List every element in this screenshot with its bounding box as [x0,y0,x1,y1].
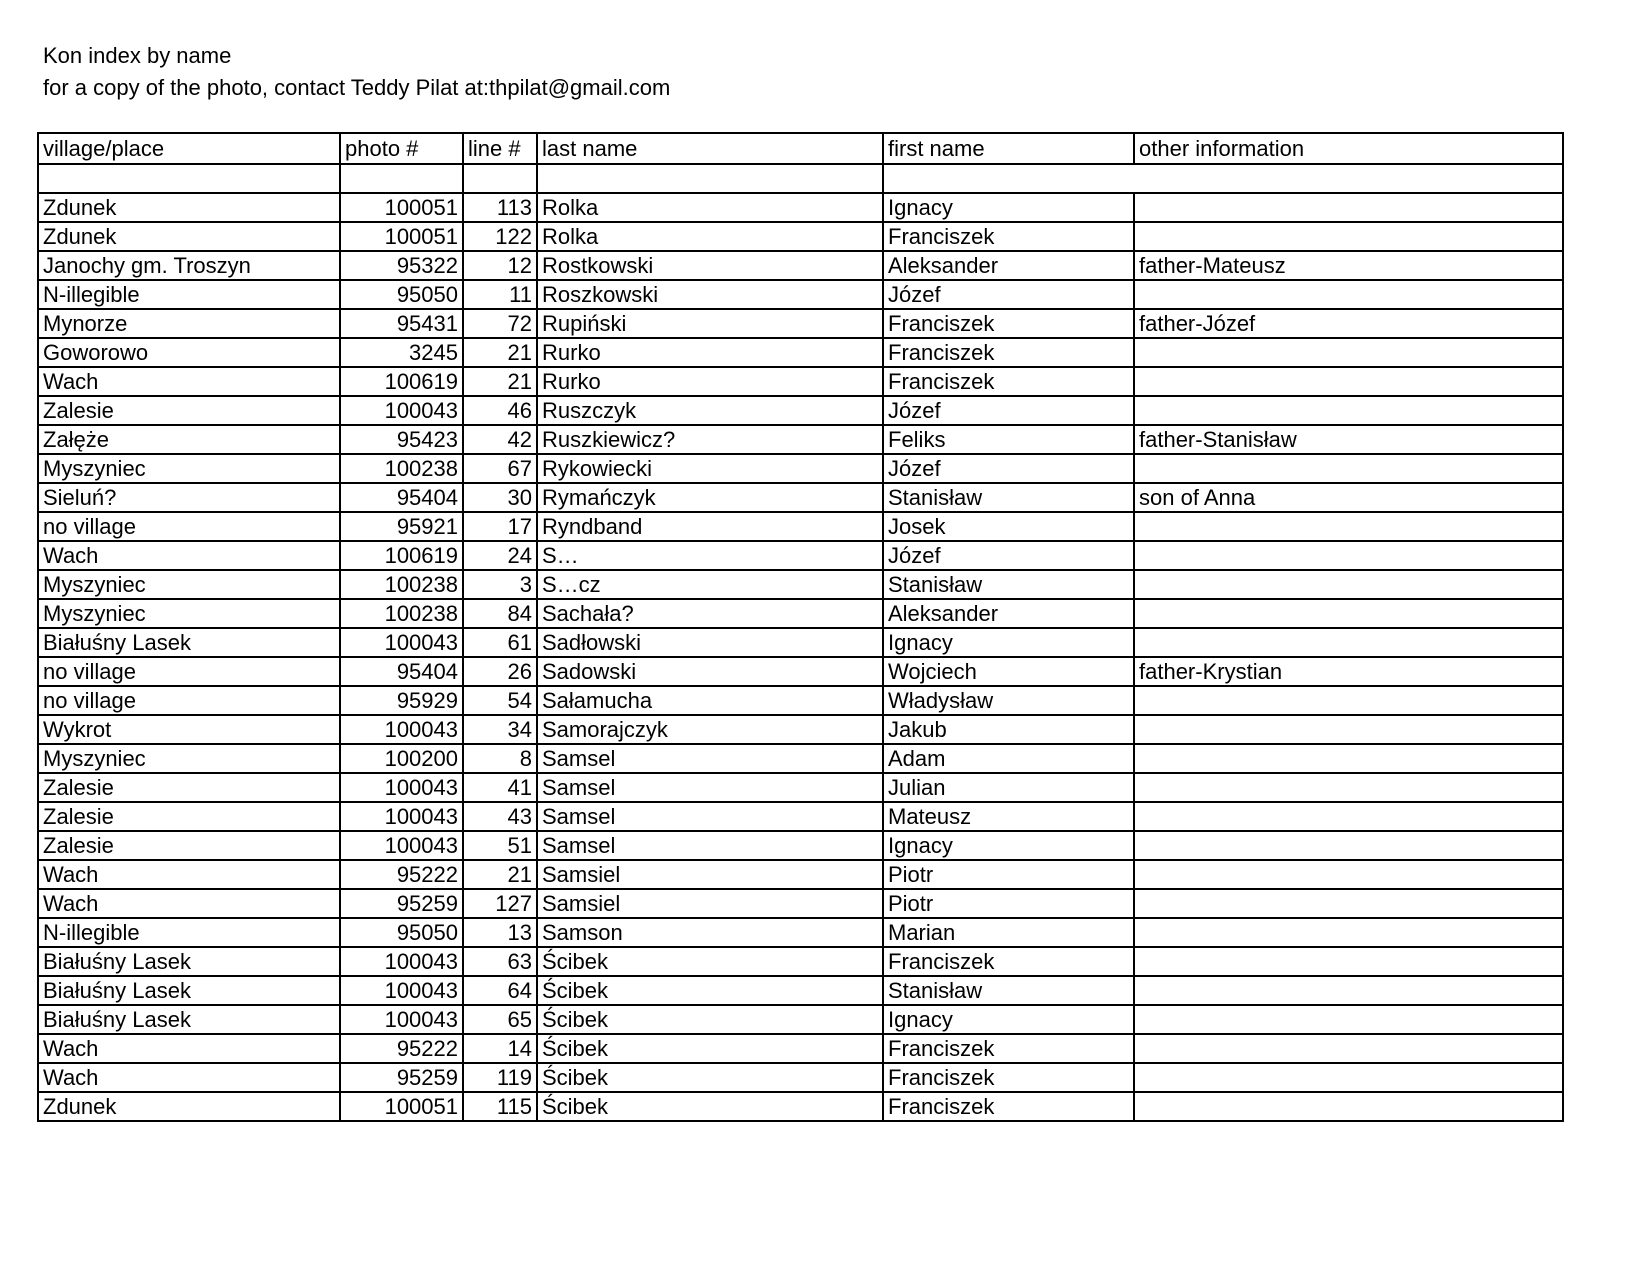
cell-photo-number: 95404 [340,483,463,512]
cell-village: Wach [38,1034,340,1063]
cell-first-name: Franciszek [883,309,1134,338]
cell-line-number: 127 [463,889,537,918]
cell-first-name: Stanisław [883,976,1134,1005]
cell-other-information [1134,280,1563,309]
cell-line-number: 21 [463,860,537,889]
cell-last-name: Samsiel [537,860,883,889]
cell-first-name: Józef [883,396,1134,425]
cell-first-name: Ignacy [883,831,1134,860]
cell-line-number: 46 [463,396,537,425]
cell-photo-number: 100619 [340,541,463,570]
cell-other-information [1134,628,1563,657]
cell-last-name: Rolka [537,222,883,251]
cell-photo-number: 95222 [340,860,463,889]
table-row [38,251,1563,280]
cell-village: Wach [38,367,340,396]
index-table [37,132,1564,1122]
cell-photo-number: 95929 [340,686,463,715]
cell-last-name: Ścibek [537,1005,883,1034]
cell-photo-number: 100043 [340,976,463,1005]
cell-first-name: Jakub [883,715,1134,744]
cell-last-name: Rurko [537,367,883,396]
table-row [38,338,1563,367]
table-row [38,831,1563,860]
cell-first-name: Piotr [883,889,1134,918]
cell-photo-number: 95259 [340,1063,463,1092]
cell-other-information [1134,686,1563,715]
cell-line-number: 43 [463,802,537,831]
cell-village: Białuśny Lasek [38,628,340,657]
cell-other-information [1134,1034,1563,1063]
cell-first-name: Józef [883,541,1134,570]
document-heading [43,40,670,104]
cell-first-name: Franciszek [883,367,1134,396]
cell-first-name: Stanisław [883,483,1134,512]
cell-first-name: Franciszek [883,338,1134,367]
document-subtitle: for a copy of the photo, contact Teddy Pilat at:thpilat@gmail.com [43,75,671,100]
cell-line-number: 63 [463,947,537,976]
header-row [38,133,1563,164]
column-header-photo: photo # [340,133,463,164]
table-row [38,976,1563,1005]
cell-last-name: S…cz [537,570,883,599]
cell-first-name: Franciszek [883,1034,1134,1063]
cell-photo-number: 95259 [340,889,463,918]
cell-line-number: 54 [463,686,537,715]
table-row [38,715,1563,744]
cell-first-name: Franciszek [883,1063,1134,1092]
cell-line-number: 64 [463,976,537,1005]
cell-village: Zalesie [38,802,340,831]
cell-last-name: Ścibek [537,1063,883,1092]
cell-village: Zdunek [38,222,340,251]
cell-photo-number: 95921 [340,512,463,541]
cell-line-number: 8 [463,744,537,773]
cell-photo-number: 95404 [340,657,463,686]
blank-cell [463,164,537,193]
cell-last-name: Ścibek [537,1034,883,1063]
column-header-other-information: other information [1134,133,1563,164]
cell-photo-number: 100043 [340,831,463,860]
cell-line-number: 61 [463,628,537,657]
cell-other-information [1134,222,1563,251]
cell-photo-number: 100238 [340,599,463,628]
cell-line-number: 26 [463,657,537,686]
cell-first-name: Stanisław [883,570,1134,599]
cell-photo-number: 100238 [340,570,463,599]
column-header-village: village/place [38,133,340,164]
table-row [38,1034,1563,1063]
cell-last-name: Samsel [537,773,883,802]
table-row [38,744,1563,773]
document-title: Kon index by name [43,43,232,68]
cell-first-name: Ignacy [883,1005,1134,1034]
cell-line-number: 84 [463,599,537,628]
table-row [38,628,1563,657]
cell-other-information [1134,889,1563,918]
cell-photo-number: 100043 [340,396,463,425]
cell-other-information [1134,512,1563,541]
table-row [38,860,1563,889]
cell-photo-number: 100051 [340,193,463,222]
table-row [38,512,1563,541]
table-row [38,947,1563,976]
cell-photo-number: 100238 [340,454,463,483]
table-row [38,454,1563,483]
cell-last-name: Ruszczyk [537,396,883,425]
cell-first-name: Józef [883,280,1134,309]
column-header-line: line # [463,133,537,164]
cell-other-information [1134,396,1563,425]
column-header-first-name: first name [883,133,1134,164]
blank-cell [537,164,883,193]
cell-last-name: Samorajczyk [537,715,883,744]
cell-photo-number: 100043 [340,715,463,744]
cell-line-number: 122 [463,222,537,251]
cell-first-name: Feliks [883,425,1134,454]
cell-last-name: S… [537,541,883,570]
cell-other-information [1134,947,1563,976]
table-row [38,309,1563,338]
cell-other-information [1134,802,1563,831]
cell-line-number: 72 [463,309,537,338]
cell-first-name: Julian [883,773,1134,802]
table-row [38,280,1563,309]
cell-line-number: 3 [463,570,537,599]
cell-village: Myszyniec [38,570,340,599]
cell-first-name: Marian [883,918,1134,947]
cell-first-name: Franciszek [883,222,1134,251]
table-row [38,541,1563,570]
cell-line-number: 42 [463,425,537,454]
cell-last-name: Rurko [537,338,883,367]
cell-other-information [1134,918,1563,947]
cell-first-name: Piotr [883,860,1134,889]
cell-village: Zalesie [38,396,340,425]
cell-first-name: Mateusz [883,802,1134,831]
cell-other-information [1134,831,1563,860]
cell-photo-number: 95050 [340,918,463,947]
cell-first-name: Ignacy [883,628,1134,657]
cell-line-number: 41 [463,773,537,802]
table-row [38,802,1563,831]
cell-village: Białuśny Lasek [38,947,340,976]
cell-line-number: 12 [463,251,537,280]
cell-line-number: 115 [463,1092,537,1121]
table-row [38,425,1563,454]
cell-last-name: Ruszkiewicz? [537,425,883,454]
cell-other-information: father-Mateusz [1134,251,1563,280]
cell-photo-number: 95050 [340,280,463,309]
cell-last-name: Sadowski [537,657,883,686]
table-row [38,193,1563,222]
cell-line-number: 21 [463,338,537,367]
cell-photo-number: 100051 [340,1092,463,1121]
cell-first-name: Ignacy [883,193,1134,222]
cell-line-number: 17 [463,512,537,541]
cell-line-number: 34 [463,715,537,744]
cell-village: Zalesie [38,831,340,860]
table-row [38,396,1563,425]
cell-village: no village [38,657,340,686]
cell-village: Mynorze [38,309,340,338]
cell-photo-number: 100043 [340,628,463,657]
cell-first-name: Josek [883,512,1134,541]
cell-other-information [1134,367,1563,396]
cell-last-name: Rykowiecki [537,454,883,483]
cell-last-name: Samsel [537,744,883,773]
cell-line-number: 67 [463,454,537,483]
cell-village: no village [38,512,340,541]
table-row [38,570,1563,599]
cell-last-name: Sałamucha [537,686,883,715]
cell-photo-number: 100043 [340,802,463,831]
cell-village: N-illegible [38,918,340,947]
cell-first-name: Aleksander [883,599,1134,628]
cell-line-number: 13 [463,918,537,947]
cell-other-information [1134,193,1563,222]
cell-other-information [1134,1063,1563,1092]
cell-village: Zdunek [38,1092,340,1121]
table-row [38,657,1563,686]
cell-photo-number: 95431 [340,309,463,338]
cell-other-information [1134,715,1563,744]
blank-cell [1134,164,1563,193]
cell-photo-number: 95322 [340,251,463,280]
cell-other-information [1134,860,1563,889]
cell-village: Białuśny Lasek [38,976,340,1005]
cell-village: Załęże [38,425,340,454]
cell-line-number: 21 [463,367,537,396]
table-row [38,222,1563,251]
table-row [38,367,1563,396]
cell-line-number: 30 [463,483,537,512]
cell-first-name: Józef [883,454,1134,483]
table-row [38,1092,1563,1121]
cell-village: Goworowo [38,338,340,367]
cell-other-information [1134,1092,1563,1121]
cell-last-name: Samsiel [537,889,883,918]
cell-village: Zdunek [38,193,340,222]
cell-other-information [1134,773,1563,802]
cell-line-number: 119 [463,1063,537,1092]
cell-first-name: Franciszek [883,947,1134,976]
blank-cell [38,164,340,193]
cell-last-name: Samsel [537,831,883,860]
cell-photo-number: 95423 [340,425,463,454]
cell-other-information [1134,570,1563,599]
cell-village: Myszyniec [38,599,340,628]
cell-first-name: Aleksander [883,251,1134,280]
cell-photo-number: 95222 [340,1034,463,1063]
cell-last-name: Roszkowski [537,280,883,309]
cell-other-information [1134,744,1563,773]
cell-last-name: Ryndband [537,512,883,541]
cell-last-name: Rostkowski [537,251,883,280]
table-row [38,483,1563,512]
cell-photo-number: 100619 [340,367,463,396]
cell-other-information: father-Józef [1134,309,1563,338]
cell-other-information [1134,1005,1563,1034]
cell-village: Białuśny Lasek [38,1005,340,1034]
cell-other-information: father-Krystian [1134,657,1563,686]
cell-line-number: 14 [463,1034,537,1063]
table-row [38,1063,1563,1092]
cell-village: Zalesie [38,773,340,802]
blank-row [38,164,1563,193]
cell-line-number: 113 [463,193,537,222]
cell-line-number: 24 [463,541,537,570]
cell-other-information [1134,976,1563,1005]
table-row [38,686,1563,715]
cell-photo-number: 100051 [340,222,463,251]
cell-last-name: Rymańczyk [537,483,883,512]
cell-last-name: Ścibek [537,947,883,976]
cell-village: Wach [38,860,340,889]
cell-line-number: 65 [463,1005,537,1034]
cell-last-name: Sachała? [537,599,883,628]
cell-other-information [1134,599,1563,628]
cell-other-information [1134,541,1563,570]
cell-village: Wach [38,889,340,918]
cell-village: Myszyniec [38,454,340,483]
cell-last-name: Samson [537,918,883,947]
table-row [38,918,1563,947]
cell-other-information [1134,338,1563,367]
cell-last-name: Samsel [537,802,883,831]
blank-cell [340,164,463,193]
table-row [38,1005,1563,1034]
cell-line-number: 51 [463,831,537,860]
cell-first-name: Wojciech [883,657,1134,686]
cell-photo-number: 100043 [340,1005,463,1034]
column-header-last-name: last name [537,133,883,164]
cell-last-name: Rolka [537,193,883,222]
cell-photo-number: 100043 [340,773,463,802]
table-row [38,599,1563,628]
blank-cell [883,164,1134,193]
cell-last-name: Rupiński [537,309,883,338]
cell-other-information: son of Anna [1134,483,1563,512]
cell-village: Wykrot [38,715,340,744]
cell-photo-number: 3245 [340,338,463,367]
cell-photo-number: 100200 [340,744,463,773]
table-row [38,773,1563,802]
cell-village: Janochy gm. Troszyn [38,251,340,280]
cell-first-name: Władysław [883,686,1134,715]
cell-village: N-illegible [38,280,340,309]
cell-other-information [1134,454,1563,483]
cell-last-name: Ścibek [537,1092,883,1121]
cell-other-information: father-Stanisław [1134,425,1563,454]
cell-line-number: 11 [463,280,537,309]
cell-photo-number: 100043 [340,947,463,976]
cell-village: Wach [38,1063,340,1092]
cell-village: Wach [38,541,340,570]
cell-last-name: Ścibek [537,976,883,1005]
cell-village: Myszyniec [38,744,340,773]
cell-first-name: Adam [883,744,1134,773]
cell-last-name: Sadłowski [537,628,883,657]
table-row [38,889,1563,918]
cell-village: no village [38,686,340,715]
cell-first-name: Franciszek [883,1092,1134,1121]
cell-village: Sieluń? [38,483,340,512]
